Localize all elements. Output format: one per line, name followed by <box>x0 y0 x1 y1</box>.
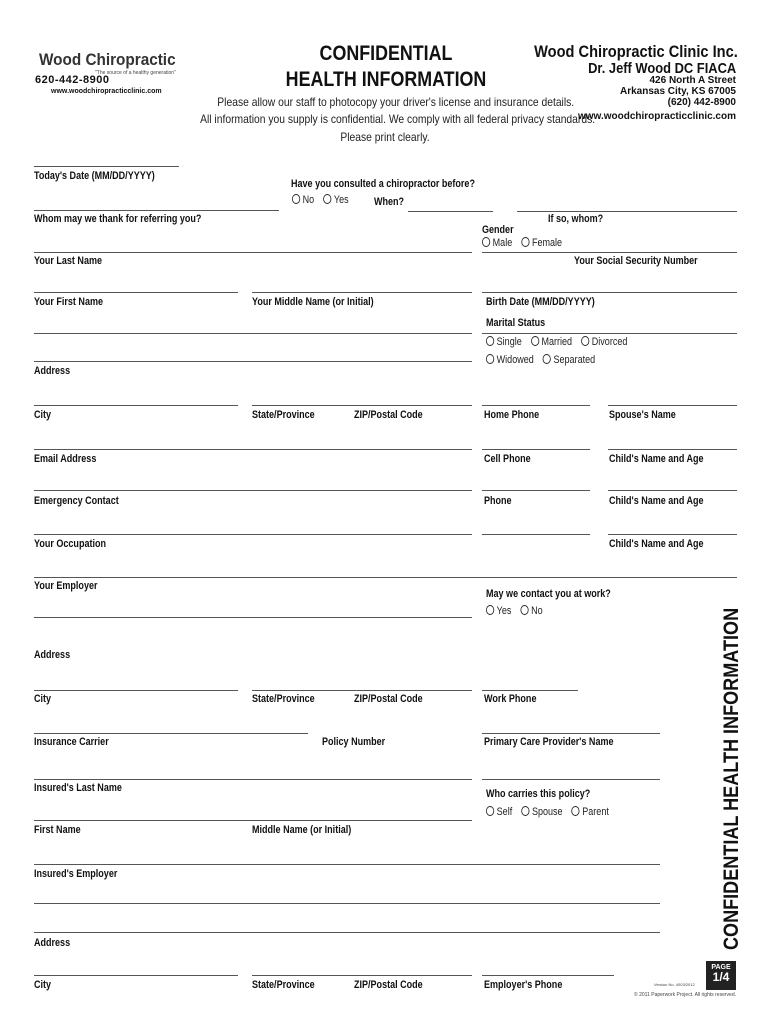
when-label: When? <box>374 196 405 208</box>
last-name-line[interactable] <box>34 292 238 293</box>
spouse-line[interactable] <box>608 449 737 450</box>
clinic-phone: (620) 442-8900 <box>667 97 736 108</box>
version-text: Version No. 4003/2012 <box>654 982 695 987</box>
insurance-label: Insurance Carrier <box>34 736 109 748</box>
marital-single-label: Single <box>496 336 522 348</box>
marital-options-row1 <box>486 336 627 348</box>
if-so-label: If so, whom? <box>548 213 604 225</box>
state-label: State/Province <box>252 409 315 421</box>
ssn-line[interactable] <box>482 292 737 293</box>
insured-address-line[interactable] <box>34 975 238 976</box>
if-so-line[interactable] <box>517 211 737 212</box>
consulted-label: Have you consulted a chiropractor before? <box>291 178 475 190</box>
middle-name-top-line[interactable] <box>252 292 472 293</box>
consulted-no-radio[interactable] <box>292 194 300 204</box>
insured-state-label: State/Province <box>252 979 315 991</box>
ssn-top-line <box>482 252 737 253</box>
policy-label: Policy Number <box>322 736 386 748</box>
insured-employer-line[interactable] <box>34 903 660 904</box>
employer-state-label: State/Province <box>252 693 315 705</box>
carries-spouse-label: Spouse <box>531 806 563 818</box>
form-title-line1: CONFIDENTIAL <box>319 42 453 65</box>
birth-date-label: Birth Date (MM/DD/YYYY) <box>486 296 595 308</box>
notice-line1: Please allow our staff to photocopy your driver's license and insurance details. <box>217 95 575 109</box>
address-label: Address <box>34 365 71 377</box>
employer-line[interactable] <box>34 617 472 618</box>
page-badge-number: 1/4 <box>712 970 730 984</box>
city-line[interactable] <box>34 449 472 450</box>
insured-middle-label: Middle Name (or Initial) <box>252 824 352 836</box>
logo-tagline: "The source of a healthy generation" <box>95 70 176 76</box>
side-title: CONFIDENTIAL HEALTH INFORMATION <box>720 607 743 950</box>
marital-widowed-radio[interactable] <box>486 354 494 364</box>
email-label: Email Address <box>34 453 97 465</box>
contact-work-options <box>486 605 543 617</box>
pcp-line[interactable] <box>482 779 660 780</box>
carries-parent-label: Parent <box>582 806 609 818</box>
clinic-name: Wood Chiropractic Clinic Inc. <box>534 42 738 61</box>
marital-widowed-label: Widowed <box>496 354 534 366</box>
marital-label: Marital Status <box>486 317 546 329</box>
child3-label: Child's Name and Age <box>609 538 704 550</box>
marital-single-radio[interactable] <box>486 336 494 346</box>
page-badge <box>706 961 736 990</box>
first-name-label: Your First Name <box>34 296 104 308</box>
insured-employer-label: Insured's Employer <box>34 868 118 880</box>
referral-top-line <box>34 210 279 211</box>
insured-zip-label: ZIP/Postal Code <box>354 979 423 991</box>
employer-address-label: Address <box>34 649 71 661</box>
carries-parent-radio[interactable] <box>572 806 580 816</box>
notice-line2: All information you supply is confidential. We comply with all federal privacy standards. <box>200 112 596 126</box>
gender-male-radio[interactable] <box>482 237 490 247</box>
insurance-line[interactable] <box>34 779 472 780</box>
work-phone-line[interactable] <box>482 733 660 734</box>
marital-separated-radio[interactable] <box>543 354 551 364</box>
cell-line[interactable] <box>482 490 590 491</box>
first-name-line[interactable] <box>34 333 472 334</box>
zip-label: ZIP/Postal Code <box>354 409 423 421</box>
marital-married-label: Married <box>541 336 573 348</box>
pcp-label: Primary Care Provider's Name <box>484 736 614 748</box>
carries-options <box>486 806 609 818</box>
clinic-doctor: Dr. Jeff Wood DC FIACA <box>587 60 736 77</box>
contact-work-yes-radio[interactable] <box>486 605 494 615</box>
carries-self-radio[interactable] <box>486 806 494 816</box>
spouse-top-line <box>608 405 737 406</box>
contact-work-yes-label: Yes <box>496 605 512 617</box>
last-name-label: Your Last Name <box>34 255 103 267</box>
child2-label: Child's Name and Age <box>609 495 704 507</box>
insured-first-line[interactable] <box>34 864 660 865</box>
todays-date-label: Today's Date (MM/DD/YYYY) <box>34 170 155 182</box>
clinic-street: 426 North A Street <box>649 75 736 86</box>
employer-city-line[interactable] <box>34 733 308 734</box>
clinic-city: Arkansas City, KS 67005 <box>620 86 736 97</box>
middle-name-label: Your Middle Name (or Initial) <box>252 296 374 308</box>
state-top-line <box>252 405 472 406</box>
address-line[interactable] <box>34 405 238 406</box>
insured-address-top-line <box>34 932 660 933</box>
ssn-label: Your Social Security Number <box>574 255 698 267</box>
marital-options-row2 <box>486 354 595 366</box>
employer-label: Your Employer <box>34 580 98 592</box>
carries-label: Who carries this policy? <box>486 788 591 800</box>
cell-label: Cell Phone <box>484 453 531 465</box>
city-label: City <box>34 409 52 421</box>
occupation-label: Your Occupation <box>34 538 107 550</box>
clinic-logo <box>33 46 191 98</box>
birth-date-line[interactable] <box>482 333 737 334</box>
clinic-url: www.woodchiropracticclinic.com <box>578 111 736 122</box>
gender-female-label: Female <box>531 237 563 249</box>
gender-label: Gender <box>482 224 514 236</box>
employer-phone-label: Employer's Phone <box>484 979 563 991</box>
home-phone-label: Home Phone <box>484 409 540 421</box>
work-phone-label: Work Phone <box>484 693 537 705</box>
phone-label: Phone <box>484 495 512 507</box>
emergency-line[interactable] <box>34 534 472 535</box>
employer-address-line[interactable] <box>34 690 238 691</box>
carries-spouse-radio[interactable] <box>521 806 529 816</box>
emergency-label: Emergency Contact <box>34 495 119 507</box>
employer-phone-top-line <box>482 975 614 976</box>
consulted-yes-radio[interactable] <box>323 194 331 204</box>
employer-zip-label: ZIP/Postal Code <box>354 693 423 705</box>
marital-married-radio[interactable] <box>531 336 539 346</box>
logo-name: Wood Chiropractic <box>39 50 176 69</box>
work-phone-top-line <box>482 690 578 691</box>
child1-line[interactable] <box>608 490 737 491</box>
notice-line3: Please print clearly. <box>340 130 430 144</box>
home-phone-line[interactable] <box>482 449 590 450</box>
referral-line[interactable] <box>34 252 472 253</box>
insured-state-line[interactable] <box>252 975 472 976</box>
contact-work-no-label: No <box>531 605 543 617</box>
consulted-no-label: No <box>302 194 315 206</box>
insured-city-label: City <box>34 979 52 991</box>
employer-state-top-line <box>252 690 472 691</box>
page-badge-label: PAGE <box>711 964 731 971</box>
insured-last-label: Insured's Last Name <box>34 782 122 794</box>
todays-date-line[interactable] <box>34 166 179 167</box>
insured-address-label: Address <box>34 937 71 949</box>
when-line[interactable] <box>408 211 493 212</box>
child1-label: Child's Name and Age <box>609 453 704 465</box>
contact-work-label: May we contact you at work? <box>486 588 611 600</box>
copyright-text: © 2011 Paperwork Project. All rights reserved. <box>634 992 736 998</box>
email-line[interactable] <box>34 490 472 491</box>
consulted-yes-label: Yes <box>333 194 349 206</box>
contact-work-no-radio[interactable] <box>520 605 528 615</box>
marital-divorced-radio[interactable] <box>581 336 589 346</box>
insured-first-label: First Name <box>34 824 81 836</box>
child2-line[interactable] <box>608 534 737 535</box>
occupation-line[interactable] <box>34 577 660 578</box>
marital-divorced-label: Divorced <box>591 336 628 348</box>
address-top-line <box>34 361 472 362</box>
referral-label: Whom may we thank for referring you? <box>34 213 202 225</box>
spouse-label: Spouse's Name <box>609 409 676 421</box>
consulted-options <box>292 194 349 206</box>
marital-separated-label: Separated <box>553 354 596 366</box>
insured-last-line[interactable] <box>34 820 472 821</box>
gender-options <box>482 237 562 249</box>
child3-line[interactable] <box>608 577 737 578</box>
logo-url: www.woodchiropracticclinic.com <box>51 88 162 95</box>
employer-city-label: City <box>34 693 52 705</box>
gender-female-radio[interactable] <box>521 237 529 247</box>
home-phone-top-line <box>482 405 590 406</box>
logo-phone: 620-442-8900 <box>35 74 110 86</box>
form-title-line2: HEALTH INFORMATION <box>285 68 487 91</box>
gender-male-label: Male <box>492 237 513 249</box>
phone-line[interactable] <box>482 534 590 535</box>
carries-self-label: Self <box>496 806 513 818</box>
